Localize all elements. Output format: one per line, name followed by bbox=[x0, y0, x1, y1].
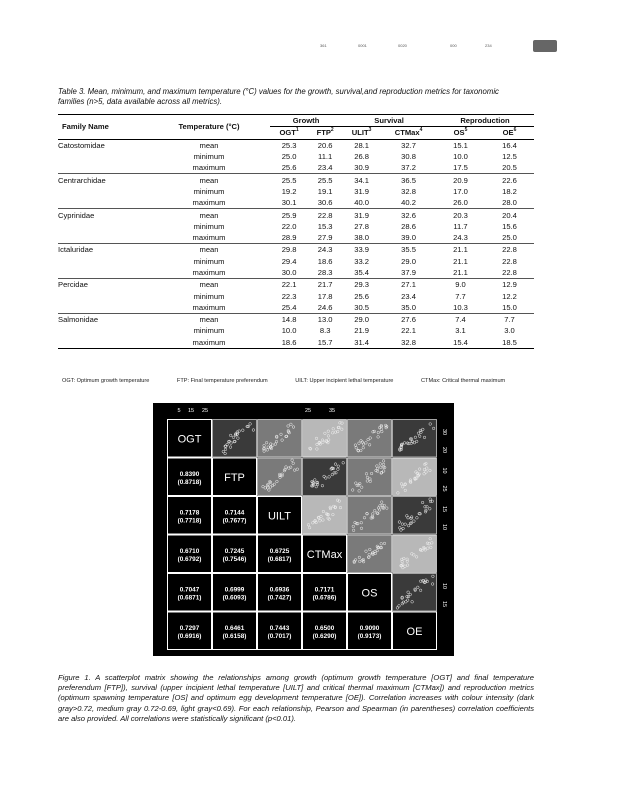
header-token: 361 bbox=[320, 43, 327, 48]
spearman-coefficient: (0.6792) bbox=[177, 555, 202, 563]
pearson-coefficient: 0.6725 bbox=[269, 547, 290, 555]
value-cell: 31.9 bbox=[354, 186, 369, 196]
header-token: 000 bbox=[450, 43, 457, 48]
spearman-coefficient: (0.7677) bbox=[222, 517, 247, 525]
spearman-coefficient: (0.6817) bbox=[267, 555, 292, 563]
value-cell: 40.2 bbox=[401, 198, 416, 208]
spearman-coefficient: (0.7546) bbox=[222, 555, 247, 563]
value-cell: 22.8 bbox=[308, 209, 342, 221]
pearson-coefficient: 0.8390 bbox=[179, 470, 200, 478]
value-cell: 15.7 bbox=[308, 337, 342, 349]
stat-label-cell: minimum bbox=[193, 221, 225, 231]
spearman-coefficient: (0.6093) bbox=[222, 594, 247, 602]
value-cell: 17.5 bbox=[453, 163, 468, 173]
value-cell: 34.1 bbox=[342, 174, 381, 186]
stat-label-cell: minimum bbox=[193, 326, 225, 336]
family-name-cell bbox=[58, 186, 148, 197]
page-header-strip bbox=[300, 43, 540, 53]
value-cell: 10.0 bbox=[453, 152, 468, 162]
value-cell: 25.3 bbox=[281, 140, 297, 150]
stat-label-cell: minimum bbox=[193, 256, 225, 266]
value-cell: 29.0 bbox=[401, 256, 416, 266]
axis-tick-label: 15 bbox=[441, 601, 447, 608]
value-cell: 20.9 bbox=[436, 174, 485, 186]
value-cell: 11.7 bbox=[453, 221, 468, 231]
value-cell: 32.7 bbox=[401, 140, 416, 150]
value-cell: 15.6 bbox=[502, 221, 517, 231]
value-cell: 20.5 bbox=[502, 163, 517, 173]
axis-tick-label: 25 bbox=[304, 408, 312, 414]
col-family-header: Family Name bbox=[58, 115, 148, 140]
value-cell: 21.1 bbox=[453, 256, 468, 266]
spearman-coefficient: (0.6916) bbox=[177, 632, 202, 640]
value-cell: 13.0 bbox=[308, 314, 342, 326]
value-cell: 27.8 bbox=[354, 221, 369, 231]
value-cell: 24.6 bbox=[317, 302, 333, 312]
metric-header: $OS^5$ bbox=[436, 127, 485, 139]
table-row bbox=[58, 279, 534, 291]
variable-label: OGT bbox=[177, 433, 202, 446]
stat-label-cell: maximum bbox=[192, 163, 226, 173]
pearson-coefficient: 0.9090 bbox=[359, 624, 380, 632]
value-cell: 22.6 bbox=[485, 174, 534, 186]
value-cell: 30.9 bbox=[354, 163, 369, 173]
value-cell: 25.5 bbox=[270, 174, 308, 186]
value-cell: 25.5 bbox=[308, 174, 342, 186]
table-row bbox=[58, 290, 534, 301]
stat-label-cell: maximum bbox=[192, 302, 226, 312]
value-cell: 14.8 bbox=[270, 314, 308, 326]
value-cell: 26.0 bbox=[453, 198, 468, 208]
value-cell: 15.3 bbox=[317, 221, 333, 231]
axis-tick-label: 10 bbox=[441, 524, 447, 531]
stat-label-cell: mean bbox=[148, 279, 270, 291]
value-cell: 20.6 bbox=[317, 140, 333, 150]
value-cell: 35.0 bbox=[401, 302, 416, 312]
value-cell: 39.0 bbox=[401, 233, 416, 243]
pearson-coefficient: 0.7297 bbox=[179, 624, 200, 632]
table-row bbox=[58, 209, 534, 221]
table-row bbox=[58, 314, 534, 326]
value-cell: 22.8 bbox=[502, 256, 517, 266]
axis-tick-label: 5 bbox=[177, 408, 181, 414]
value-cell: 24.3 bbox=[308, 244, 342, 256]
metric-header: $OE^6$ bbox=[485, 127, 534, 139]
stat-label-cell: mean bbox=[199, 140, 219, 150]
value-cell: 32.8 bbox=[381, 337, 436, 349]
figure-caption bbox=[58, 673, 534, 724]
col-temperature-header: Temperature (°C) bbox=[148, 115, 270, 140]
table-row bbox=[58, 325, 534, 336]
scatter-panel bbox=[348, 497, 392, 535]
scatter-panel bbox=[393, 574, 437, 612]
value-cell: 29.3 bbox=[342, 279, 381, 291]
journal-logo bbox=[533, 40, 557, 52]
value-cell: 12.5 bbox=[502, 152, 517, 162]
value-cell: 28.6 bbox=[401, 221, 416, 231]
value-cell: 9.0 bbox=[436, 279, 485, 291]
table-row bbox=[58, 221, 534, 232]
value-cell: 29.0 bbox=[342, 314, 381, 326]
metric-header: OGT$^1$ bbox=[270, 127, 308, 139]
spearman-coefficient: (0.9173) bbox=[357, 632, 382, 640]
pearson-coefficient: 0.7171 bbox=[314, 586, 335, 594]
scatter-panel bbox=[348, 535, 392, 573]
spearman-coefficient: (0.7427) bbox=[267, 594, 292, 602]
scatter-panel bbox=[393, 497, 437, 535]
pearson-coefficient: 0.6461 bbox=[224, 624, 245, 632]
family-name-cell bbox=[58, 290, 148, 301]
axis-tick-label: 15 bbox=[187, 408, 195, 414]
table-row bbox=[58, 232, 534, 244]
value-cell: 37.9 bbox=[401, 268, 416, 277]
value-cell: 30.5 bbox=[354, 302, 369, 312]
family-name-cell: Salmonidae bbox=[58, 314, 148, 326]
value-cell: 25.9 bbox=[270, 209, 308, 221]
value-cell: 29.4 bbox=[281, 256, 297, 266]
value-cell: 29.8 bbox=[270, 244, 308, 256]
spearman-coefficient: (0.7718) bbox=[177, 517, 202, 525]
value-cell: 10.3 bbox=[453, 302, 468, 312]
table-row bbox=[58, 162, 534, 174]
table-row bbox=[58, 197, 534, 209]
axis-tick-label: 10 bbox=[441, 467, 447, 474]
table-footnote bbox=[62, 378, 531, 384]
spearman-coefficient: (0.6786) bbox=[312, 594, 337, 602]
value-cell: 8.3 bbox=[319, 326, 331, 336]
value-cell: 21.9 bbox=[354, 326, 369, 336]
family-name-cell bbox=[58, 221, 148, 232]
pearson-coefficient: 0.7443 bbox=[269, 624, 290, 632]
stat-label-cell: maximum bbox=[192, 233, 226, 243]
metric-header: ULIT$^3$ bbox=[342, 127, 381, 139]
value-cell: 16.4 bbox=[502, 140, 517, 150]
family-name-cell bbox=[58, 267, 148, 279]
header-token: 0020 bbox=[398, 43, 407, 48]
value-cell: 17.8 bbox=[317, 291, 333, 301]
footnote-ctmax: CTMax: Critical thermal maximum bbox=[420, 378, 506, 384]
value-cell: 38.0 bbox=[354, 233, 369, 243]
axis-tick-label: 35 bbox=[328, 408, 336, 414]
value-cell: 25.6 bbox=[281, 163, 297, 173]
table-caption-text: Mean, minimum, and maximum temperature (°C) values for the growth, survival,and reproduction metrics for taxonomic families (n>5, data available across all metrics). bbox=[58, 87, 499, 106]
value-cell: 7.4 bbox=[436, 314, 485, 326]
value-cell: 28.9 bbox=[281, 233, 297, 243]
value-cell: 35.4 bbox=[354, 268, 369, 277]
value-cell: 32.8 bbox=[401, 186, 416, 196]
value-cell: 25.4 bbox=[281, 302, 297, 312]
figure-caption-text: A scatterplot matrix showing the relationships among growth (optimum growth temperature [OGT] and final temperature preferendum [FTP]), survival (upper incipient lethal temperature [UILT] and critical thermal maximum [CTMax]) and reproduction metrics (optimum spawning temperature [OS] and optimum egg development temperature [OE]). Correlation increases with colour intensity (dark gray>0.72, medium gray 0.72-0.69, light gray<0.69). For each relationship, Pearson and Spearman (in parentheses) correlation coefficients are also provided. All correlations were statistically significant (p<0.01). bbox=[58, 673, 535, 723]
footnote-ftp: FTP: Final temperature preferendum bbox=[176, 378, 268, 384]
variable-label: UILT bbox=[267, 510, 292, 523]
stat-label-cell: minimum bbox=[193, 152, 225, 162]
value-cell: 31.9 bbox=[342, 209, 381, 221]
stat-label-cell: maximum bbox=[192, 198, 226, 208]
family-name-cell bbox=[58, 302, 148, 314]
family-name-cell: Percidae bbox=[58, 279, 148, 291]
axis-tick-label: 15 bbox=[441, 506, 447, 513]
variable-label: OS bbox=[361, 587, 378, 600]
value-cell: 7.7 bbox=[455, 291, 466, 301]
scatter-panel bbox=[303, 420, 347, 458]
value-cell: 33.2 bbox=[354, 256, 369, 266]
value-cell: 20.3 bbox=[436, 209, 485, 221]
pearson-coefficient: 0.6500 bbox=[314, 624, 335, 632]
family-name-cell bbox=[58, 256, 148, 267]
table-row bbox=[58, 302, 534, 314]
table-caption-label: Table 3. bbox=[58, 87, 86, 96]
scatterplot-matrix-svg bbox=[153, 403, 454, 656]
group-header-reproduction: Reproduction bbox=[436, 115, 534, 127]
value-cell: 18.5 bbox=[485, 337, 534, 349]
value-cell: 25.6 bbox=[354, 291, 369, 301]
family-name-cell: Ictaluridae bbox=[58, 244, 148, 256]
stat-label-cell: mean bbox=[148, 314, 270, 326]
value-cell: 28.1 bbox=[354, 140, 369, 150]
family-name-cell bbox=[58, 232, 148, 244]
spearman-coefficient: (0.6158) bbox=[222, 632, 247, 640]
axis-tick-label: 30 bbox=[441, 429, 447, 436]
value-cell: 18.6 bbox=[270, 337, 308, 349]
table-row bbox=[58, 244, 534, 256]
value-cell: 3.1 bbox=[455, 326, 466, 336]
stat-label-cell: minimum bbox=[193, 186, 225, 196]
value-cell: 15.4 bbox=[436, 337, 485, 349]
value-cell: 27.9 bbox=[317, 233, 333, 243]
spearman-coefficient: (0.7017) bbox=[267, 632, 292, 640]
table-row bbox=[58, 139, 534, 151]
group-header-growth: Growth bbox=[270, 115, 342, 127]
axis-tick-label: 20 bbox=[441, 447, 447, 454]
value-cell: 21.7 bbox=[308, 279, 342, 291]
metric-header: FTP$^2$ bbox=[308, 127, 342, 139]
value-cell: 30.8 bbox=[401, 152, 416, 162]
value-cell: 24.3 bbox=[453, 233, 468, 243]
header-token: 0001 bbox=[358, 43, 367, 48]
variable-label: CTMax bbox=[306, 548, 343, 561]
value-cell: 19.1 bbox=[317, 186, 333, 196]
pearson-coefficient: 0.7047 bbox=[179, 586, 200, 594]
spearman-coefficient: (0.6290) bbox=[312, 632, 337, 640]
stat-label-cell: mean bbox=[148, 244, 270, 256]
footnote-ogt: OGT: Optimum growth temperature bbox=[62, 378, 150, 384]
value-cell: 21.1 bbox=[436, 244, 485, 256]
pearson-coefficient: 0.6710 bbox=[179, 547, 200, 555]
stat-label-cell: maximum bbox=[192, 268, 226, 277]
value-cell: 27.1 bbox=[381, 279, 436, 291]
value-cell: 22.8 bbox=[502, 268, 517, 277]
value-cell: 30.0 bbox=[281, 268, 297, 277]
axis-tick-label: 10 bbox=[441, 583, 447, 590]
footnote-uilt: UILT: Upper incipient lethal temperature bbox=[295, 378, 394, 384]
value-cell: 17.0 bbox=[453, 186, 468, 196]
stat-label-cell: mean bbox=[148, 209, 270, 221]
family-name-cell: Catostomidae bbox=[58, 140, 105, 150]
metric-header: CTMax$^4$ bbox=[381, 127, 436, 139]
table-row bbox=[58, 186, 534, 197]
family-name-cell bbox=[58, 325, 148, 336]
value-cell: 19.2 bbox=[281, 186, 297, 196]
value-cell: 31.4 bbox=[342, 337, 381, 349]
value-cell: 27.6 bbox=[381, 314, 436, 326]
variable-label: FTP bbox=[224, 471, 245, 484]
value-cell: 23.4 bbox=[401, 291, 416, 301]
table-row bbox=[58, 151, 534, 162]
pearson-coefficient: 0.7178 bbox=[179, 509, 200, 517]
value-cell: 37.2 bbox=[401, 163, 416, 173]
stat-label-cell: mean bbox=[148, 174, 270, 186]
family-name-cell bbox=[58, 162, 148, 174]
scatterplot-matrix-figure bbox=[153, 403, 454, 656]
value-cell: 15.0 bbox=[502, 302, 517, 312]
spearman-coefficient: (0.8718) bbox=[177, 478, 202, 486]
axis-tick-label: 25 bbox=[201, 408, 209, 414]
value-cell: 12.9 bbox=[485, 279, 534, 291]
family-name-cell bbox=[58, 197, 148, 209]
temperature-table bbox=[58, 114, 534, 349]
value-cell: 18.6 bbox=[317, 256, 333, 266]
pearson-coefficient: 0.6936 bbox=[269, 586, 290, 594]
value-cell: 18.2 bbox=[502, 186, 517, 196]
value-cell: 22.0 bbox=[281, 221, 297, 231]
value-cell: 10.0 bbox=[281, 326, 297, 336]
value-cell: 11.1 bbox=[318, 152, 333, 162]
value-cell: 30.6 bbox=[317, 198, 333, 208]
figure-caption-label: Figure 1. bbox=[58, 673, 91, 682]
axis-tick-label: 25 bbox=[441, 485, 447, 492]
stat-label-cell: minimum bbox=[193, 291, 225, 301]
value-cell: 25.0 bbox=[281, 152, 297, 162]
value-cell: 12.2 bbox=[502, 291, 517, 301]
value-cell: 25.0 bbox=[502, 233, 517, 243]
table-row bbox=[58, 337, 534, 349]
value-cell: 3.0 bbox=[504, 326, 515, 336]
scatter-panel bbox=[258, 420, 302, 458]
value-cell: 22.3 bbox=[281, 291, 297, 301]
stat-label-cell: maximum bbox=[148, 337, 270, 349]
table-row bbox=[58, 174, 534, 186]
value-cell: 33.9 bbox=[342, 244, 381, 256]
family-name-cell bbox=[58, 151, 148, 162]
spearman-coefficient: (0.6871) bbox=[177, 594, 202, 602]
value-cell: 28.3 bbox=[317, 268, 333, 277]
value-cell: 22.1 bbox=[401, 326, 416, 336]
variable-label: OE bbox=[406, 625, 423, 638]
family-name-cell: Cyprinidae bbox=[58, 209, 148, 221]
value-cell: 7.7 bbox=[485, 314, 534, 326]
value-cell: 15.1 bbox=[453, 140, 468, 150]
pearson-coefficient: 0.6999 bbox=[224, 586, 245, 594]
table-row bbox=[58, 256, 534, 267]
value-cell: 22.8 bbox=[485, 244, 534, 256]
value-cell: 40.0 bbox=[354, 198, 369, 208]
value-cell: 22.1 bbox=[270, 279, 308, 291]
pearson-coefficient: 0.7144 bbox=[224, 509, 245, 517]
value-cell: 30.1 bbox=[281, 198, 297, 208]
pearson-coefficient: 0.7245 bbox=[224, 547, 245, 555]
value-cell: 21.1 bbox=[453, 268, 468, 277]
family-name-cell bbox=[58, 337, 148, 349]
value-cell: 23.4 bbox=[317, 163, 333, 173]
scatter-panel bbox=[303, 458, 347, 496]
scatter-panel bbox=[348, 420, 392, 458]
table-row bbox=[58, 267, 534, 279]
value-cell: 26.8 bbox=[354, 152, 369, 162]
group-header-survival: Survival bbox=[342, 115, 436, 127]
table-caption bbox=[58, 87, 518, 107]
value-cell: 32.6 bbox=[381, 209, 436, 221]
value-cell: 36.5 bbox=[381, 174, 436, 186]
value-cell: 20.4 bbox=[485, 209, 534, 221]
header-token: 234 bbox=[485, 43, 492, 48]
family-name-cell: Centrarchidae bbox=[58, 174, 148, 186]
value-cell: 35.5 bbox=[381, 244, 436, 256]
value-cell: 28.0 bbox=[502, 198, 517, 208]
